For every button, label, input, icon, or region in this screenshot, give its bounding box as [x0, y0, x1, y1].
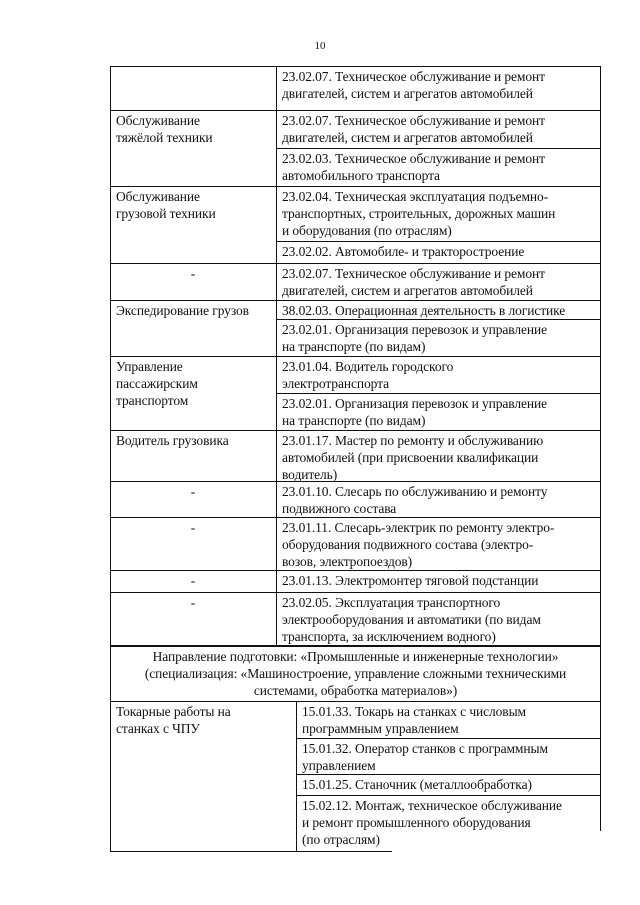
specialty-entry: 38.02.03. Операционная деятельность в логистике [282, 303, 566, 318]
specialty-entry: электрооборудования и автоматики (по видам [282, 612, 541, 627]
row-label: - [190, 520, 196, 535]
specialty-entry: 23.02.01. Организация перевозок и управление [282, 396, 548, 411]
specialty-entry: 23.01.17. Мастер по ремонту и обслуживанию [282, 433, 544, 448]
row-divider [110, 570, 601, 571]
specialty-entry: 23.01.13. Электромонтер тяговой подстанции [282, 573, 539, 588]
row-label: - [190, 573, 196, 588]
specialty-entry: 15.02.12. Монтаж, техническое обслуживание [302, 798, 562, 813]
specialty-entry: подвижного состава [282, 501, 397, 516]
cell-divider [276, 319, 601, 320]
cell-divider [296, 795, 601, 796]
specialty-entry: 15.01.33. Токарь на станках с числовым [302, 704, 526, 719]
row-divider [110, 300, 601, 301]
specialty-entry: 23.01.10. Слесарь по обслуживанию и ремонту [282, 484, 548, 499]
row-label: транспортом [116, 393, 189, 408]
specialty-entry: автомобильного транспорта [282, 168, 440, 183]
specialty-entry: и ремонт промышленного оборудования [302, 815, 531, 830]
row-label: Управление [116, 359, 183, 374]
section-heading: (специализация: «Машиностроение, управление сложными техническими [144, 666, 567, 681]
specialty-entry: 23.02.07. Техническое обслуживание и ремонт [282, 113, 545, 128]
cell-divider [296, 774, 601, 775]
row-divider [110, 186, 601, 187]
specialty-entry: программным управлением [302, 721, 459, 736]
specialty-entry: на транспорте (по видам) [282, 413, 426, 428]
specialty-entry: 23.02.05. Эксплуатация транспортного [282, 595, 501, 610]
row-label: Экспедирование грузов [116, 303, 249, 318]
cell-divider [276, 241, 601, 242]
row-divider [110, 356, 601, 357]
specialty-entry: 23.02.03. Техническое обслуживание и ремонт [282, 151, 545, 166]
specialty-entry: 23.02.07. Техническое обслуживание и ремонт [282, 69, 545, 84]
row-label: - [190, 266, 196, 281]
specialty-entry: 15.01.32. Оператор станков с программным [302, 741, 548, 756]
specialty-entry: оборудования подвижного состава (электро- [282, 537, 534, 552]
specialty-entry: транспортных, строительных, дорожных машин [282, 206, 556, 221]
row-label: Токарные работы на [116, 704, 231, 719]
row-divider [110, 110, 601, 111]
specialty-entry: 15.01.25. Станочник (металлообработка) [302, 777, 532, 792]
specialty-entry: возов, электропоездов) [282, 554, 413, 569]
specialty-entry: двигателей, систем и агрегатов автомобилей [282, 86, 533, 101]
row-label: Обслуживание [116, 113, 200, 128]
specialty-entry: (по отраслям) [302, 832, 380, 847]
section-heading: системами, обработка материалов») [253, 683, 458, 698]
specialty-entry: управлением [302, 758, 376, 773]
row-divider [296, 851, 392, 852]
specialty-entry: двигателей, систем и агрегатов автомобилей [282, 283, 533, 298]
specialty-entry: электротранспорта [282, 376, 389, 391]
column-divider-lower [296, 701, 297, 852]
section-heading: Направление подготовки: «Промышленные и инженерные технологии» [152, 649, 559, 664]
specialty-entry: двигателей, систем и агрегатов автомобилей [282, 130, 533, 145]
row-label: грузовой техники [116, 206, 216, 221]
row-divider [110, 430, 601, 431]
row-label: Водитель грузовика [116, 433, 229, 448]
specialty-entry: 23.02.07. Техническое обслуживание и ремонт [282, 266, 545, 281]
specialty-entry: 23.01.11. Слесарь-электрик по ремонту электро- [282, 520, 555, 535]
specialty-entry: 23.02.04. Техническая эксплуатация подъемно- [282, 189, 549, 204]
specialty-entry: водитель) [282, 467, 338, 482]
cell-divider [276, 148, 601, 149]
page-number: 10 [314, 40, 326, 52]
row-label: тяжёлой техники [116, 130, 213, 145]
specialty-entry: 23.02.02. Автомобиле- и тракторостроение [282, 244, 525, 259]
specialty-entry: и оборудования (по отраслям) [282, 223, 452, 238]
cell-divider [276, 393, 601, 394]
cell-divider [296, 738, 601, 739]
row-divider [110, 592, 601, 593]
specialty-entry: 23.02.01. Организация перевозок и управление [282, 322, 548, 337]
row-label: пассажирским [116, 376, 198, 391]
row-label: - [190, 484, 196, 499]
row-divider [110, 481, 601, 482]
specialty-entry: транспорта, за исключением водного) [282, 629, 496, 644]
specialty-entry: 23.01.04. Водитель городского [282, 359, 454, 374]
row-divider [110, 517, 601, 518]
row-label: - [190, 595, 196, 610]
right-border-lower [600, 701, 601, 831]
specialty-entry: на транспорте (по видам) [282, 339, 426, 354]
specialty-entry: автомобилей (при присвоении квалификации [282, 450, 539, 465]
row-divider [110, 263, 601, 264]
row-label: Обслуживание [116, 189, 200, 204]
row-label: станках с ЧПУ [116, 721, 200, 736]
